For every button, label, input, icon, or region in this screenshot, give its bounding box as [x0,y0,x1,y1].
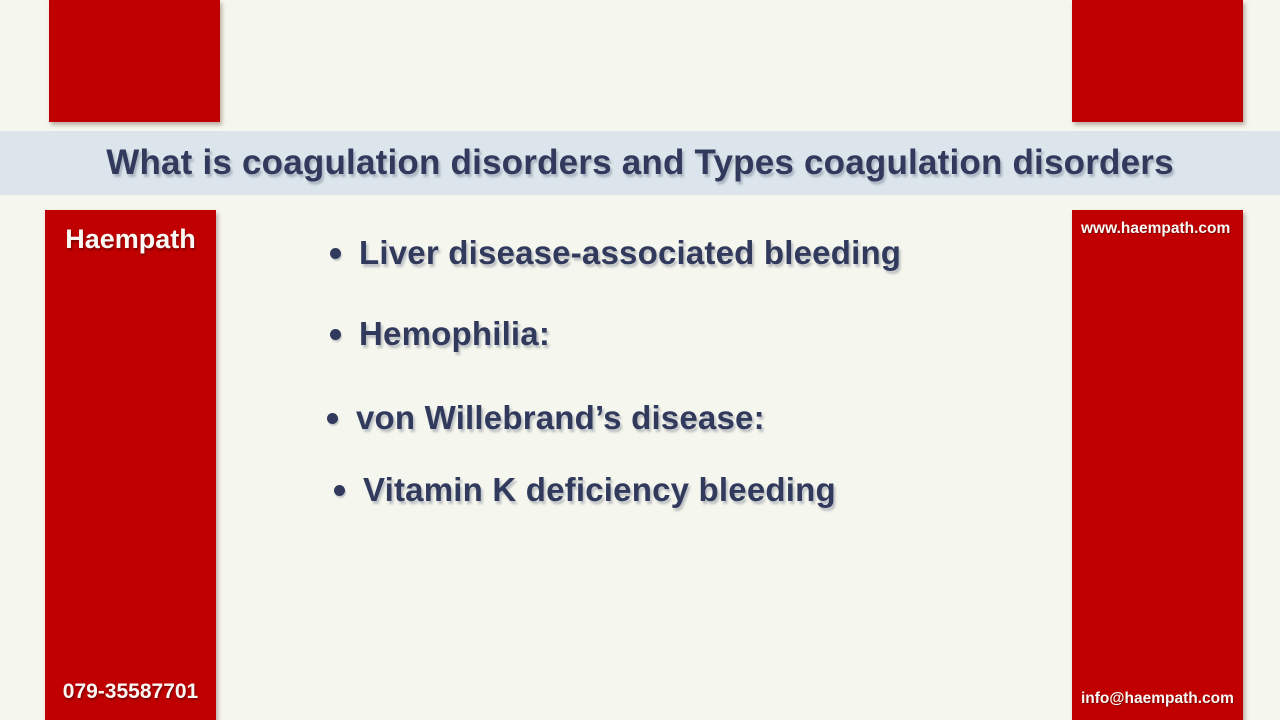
email-address: info@haempath.com [1081,690,1234,707]
bullet-text: von Willebrand’s disease: [356,399,765,436]
list-item [330,233,901,273]
bullet-dot-icon [334,485,345,496]
title-banner [0,131,1280,195]
phone-number: 079-35587701 [62,680,199,703]
bullet-dot-icon [330,248,341,259]
website-url: www.haempath.com [1081,220,1231,237]
bullet-list [330,233,901,510]
bullet-text: Hemophilia: [359,315,551,352]
bullet-text: Vitamin K deficiency bleeding [363,471,836,508]
list-item [327,398,901,438]
bullet-dot-icon [330,329,341,340]
left-sidebar [45,210,216,720]
top-right-red-block [1072,0,1243,122]
brand-name: Haempath [65,224,196,254]
slide-title: What is coagulation disorders and Types coagulation disorders [106,143,1174,182]
top-left-red-block [49,0,220,122]
bullet-text: Liver disease-associated bleeding [359,234,902,271]
list-item [330,314,901,354]
right-sidebar [1072,210,1243,720]
list-item [334,470,901,510]
bullet-dot-icon [327,413,338,424]
